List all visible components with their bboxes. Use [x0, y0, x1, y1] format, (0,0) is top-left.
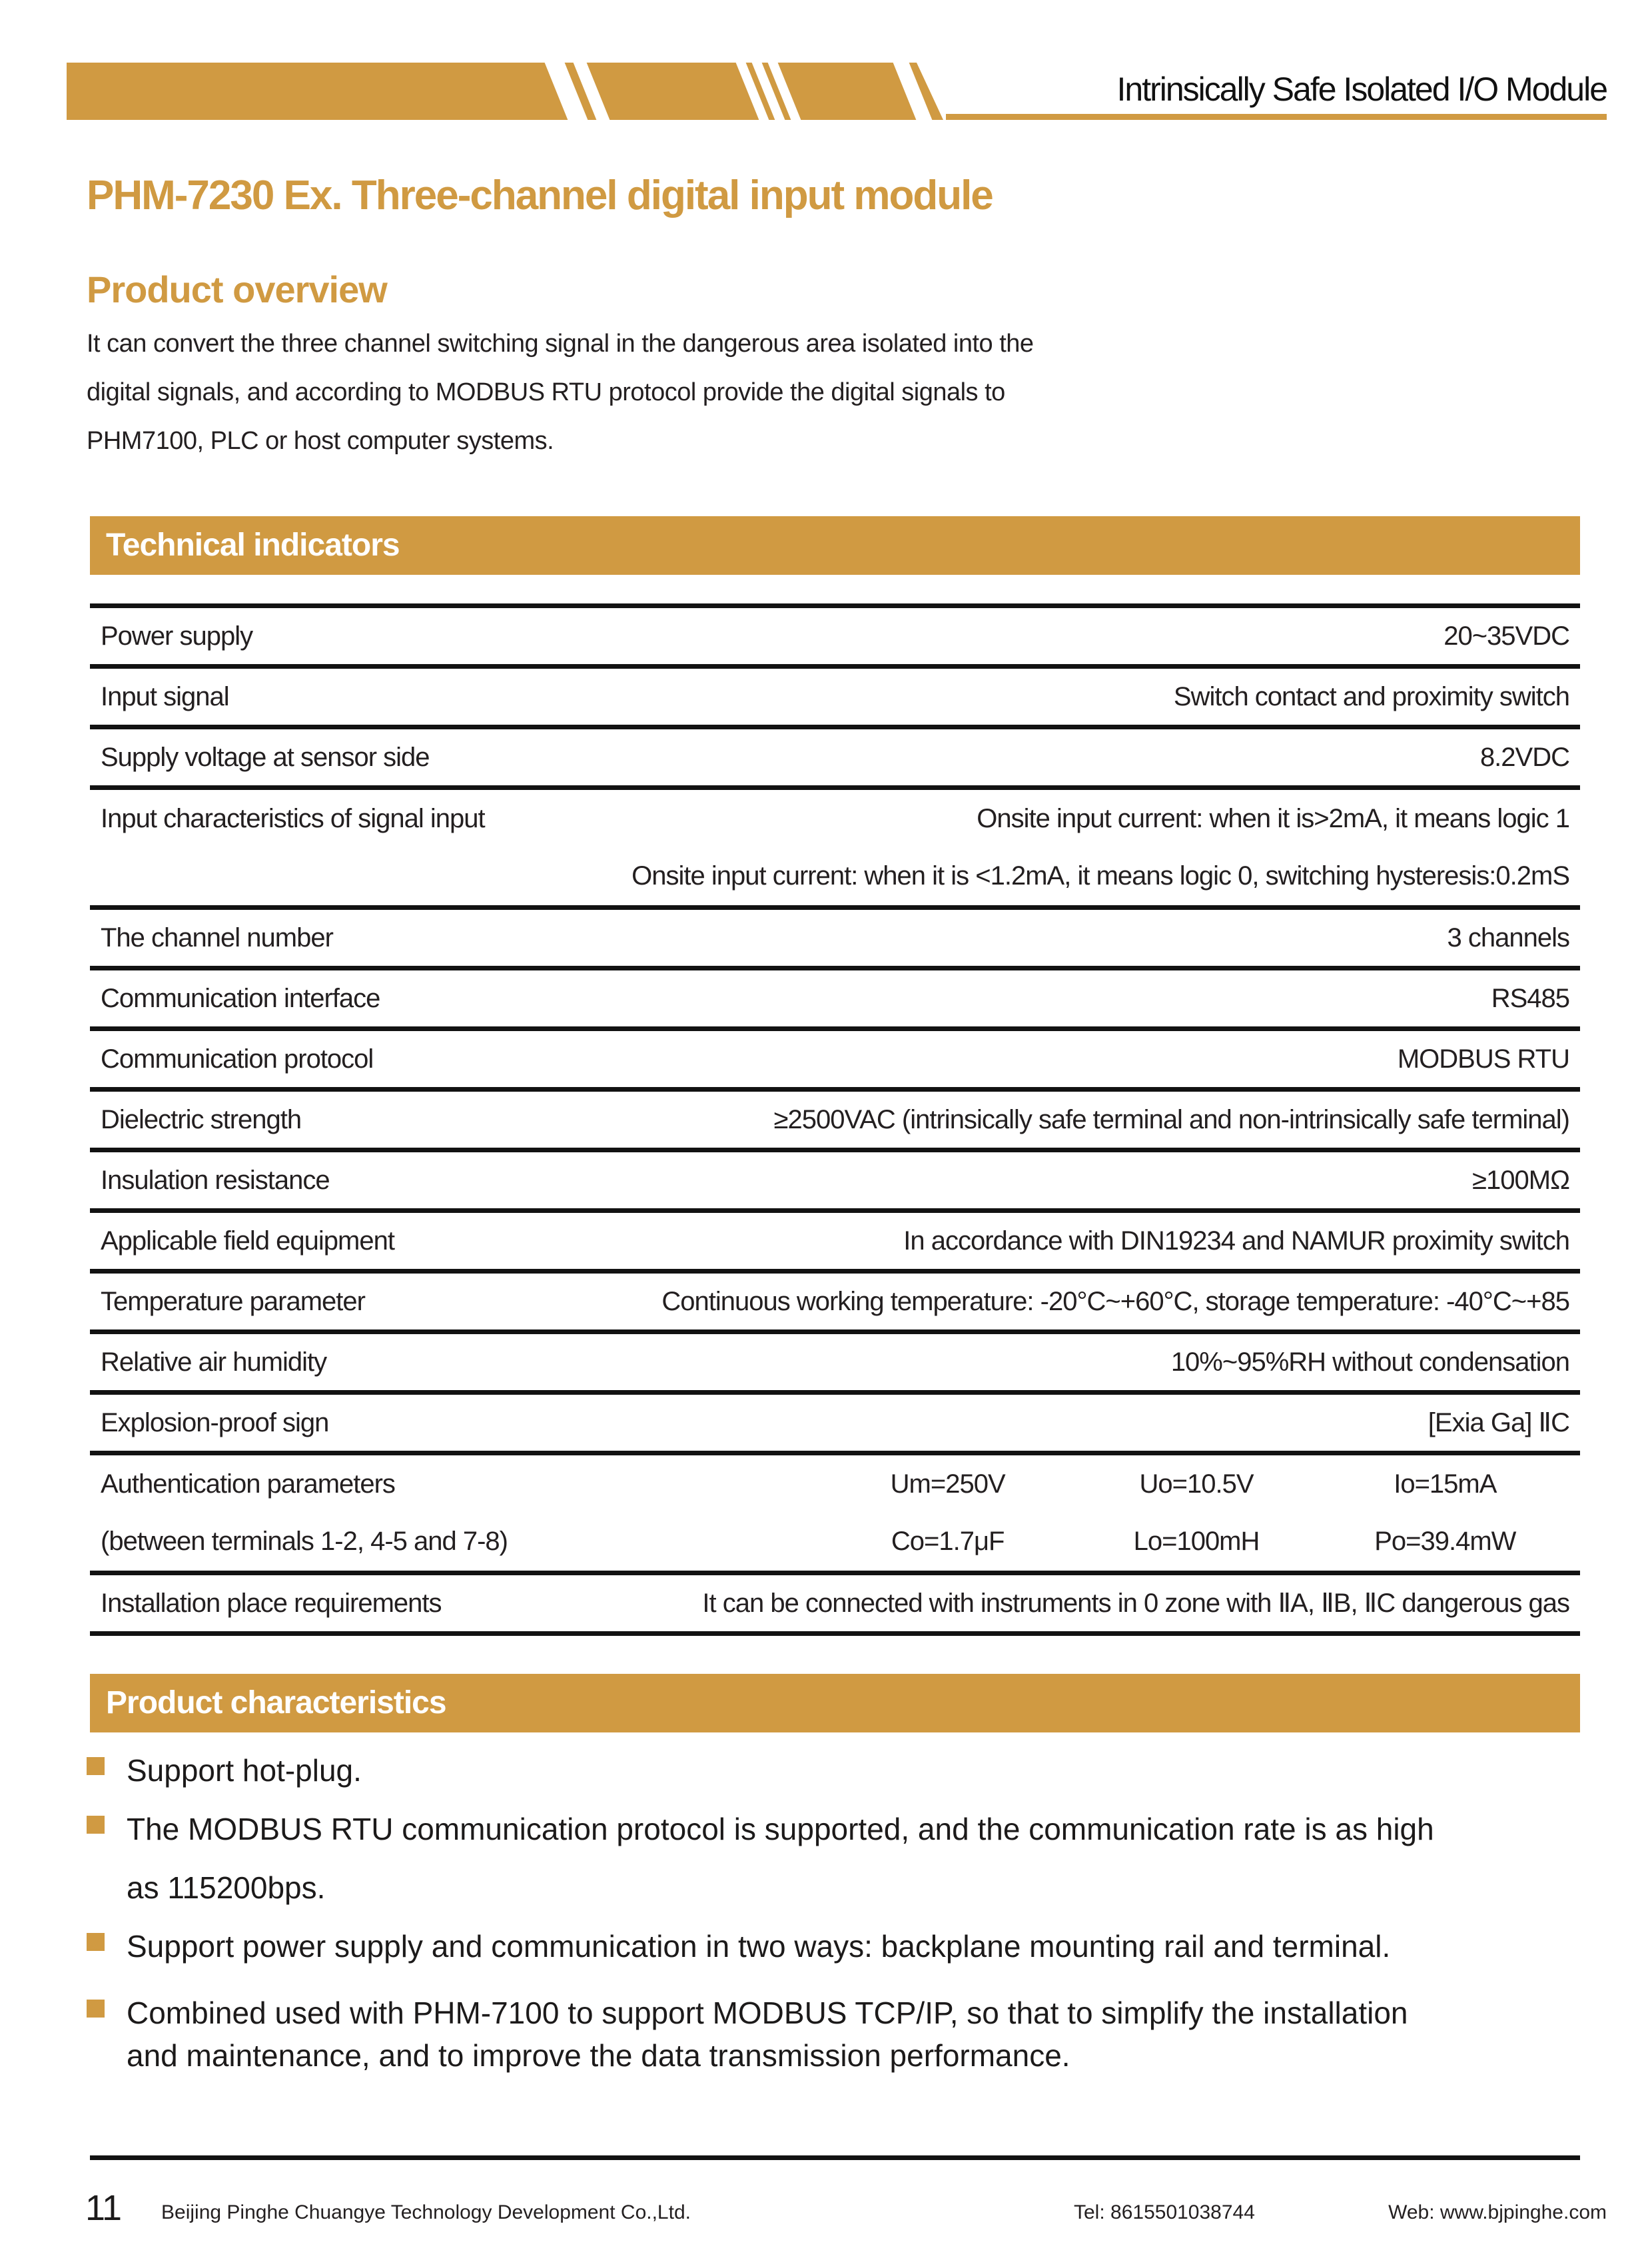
row-value: ≥100MΩ	[1472, 1165, 1569, 1195]
row-value: 20~35VDC	[1444, 621, 1569, 651]
table-row	[90, 664, 1580, 725]
bullet-text: Support hot-plug.	[127, 1753, 362, 1788]
row-value: In accordance with DIN19234 and NAMUR proximity switch	[903, 1226, 1569, 1256]
table-row	[90, 1087, 1580, 1148]
bullet-square-icon	[87, 2000, 105, 2018]
row-value: Um=250V	[890, 1469, 1005, 1499]
row-value: Lo=100mH	[1133, 1527, 1260, 1557]
row-label: Authentication parameters	[101, 1469, 395, 1499]
row-value: Onsite input current: when it is <1.2mA, it means logic 0, switching hysteresis:0.2mS	[631, 861, 1569, 891]
row-value: Co=1.7μF	[891, 1527, 1005, 1557]
footer-telephone: Tel: 8615501038744	[1074, 2201, 1255, 2223]
row-label: Input signal	[101, 681, 229, 711]
row-value: Switch contact and proximity switch	[1173, 681, 1569, 711]
bullet-square-icon	[87, 1757, 105, 1775]
table-row	[90, 1451, 1580, 1571]
row-label: Insulation resistance	[101, 1165, 330, 1195]
footer-website: Web: www.bjpinghe.com	[1388, 2201, 1607, 2223]
row-value: [Exia Ga] ⅡC	[1428, 1408, 1569, 1437]
table-row	[90, 966, 1580, 1026]
row-value: Onsite input current: when it is>2mA, it means logic 1	[977, 803, 1569, 833]
table-row	[90, 905, 1580, 966]
row-label: Input characteristics of signal input	[101, 803, 485, 833]
row-value: It can be connected with instruments in 0 zone with ⅡA, ⅡB, ⅡC dangerous gas	[702, 1589, 1569, 1618]
row-label: Dielectric strength	[101, 1104, 302, 1134]
technical-indicators-header: Technical indicators	[90, 516, 1580, 575]
row-label: Installation place requirements	[101, 1588, 442, 1618]
overview-line: digital signals, and according to MODBUS RTU protocol provide the digital signals to	[87, 378, 1005, 406]
footer-divider	[90, 2155, 1580, 2160]
bullet-text: as 115200bps.	[127, 1870, 326, 1905]
characteristics-list	[87, 1752, 1582, 2095]
table-row	[90, 1571, 1580, 1631]
table-row	[90, 603, 1580, 664]
header-banner-text: Intrinsically Safe Isolated I/O Module	[1116, 71, 1607, 108]
product-characteristics-header: Product characteristics	[90, 1674, 1580, 1732]
bullet-text: Support power supply and communication in two ways: backplane mounting rail and terminal.	[127, 1929, 1391, 1964]
bullet-square-icon	[87, 1933, 105, 1951]
row-label: Supply voltage at sensor side	[101, 742, 430, 772]
table-row	[90, 1208, 1580, 1269]
table-row	[90, 785, 1580, 905]
row-label: Relative air humidity	[101, 1347, 327, 1377]
row-label: Applicable field equipment	[101, 1226, 394, 1256]
page-number: 11	[85, 2188, 122, 2228]
table-row	[90, 725, 1580, 785]
row-value: MODBUS RTU	[1397, 1044, 1569, 1074]
bullet-text: The MODBUS RTU communication protocol is supported, and the communication rate is as high	[127, 1812, 1434, 1846]
overview-line: PHM7100, PLC or host computer systems.	[87, 427, 554, 455]
bullet-square-icon	[87, 1816, 105, 1834]
table-row	[90, 1269, 1580, 1329]
row-value: RS485	[1491, 983, 1569, 1013]
row-label: Communication interface	[101, 983, 380, 1013]
row-value: ≥2500VAC (intrinsically safe terminal and non-intrinsically safe terminal)	[773, 1104, 1569, 1134]
row-label: Temperature parameter	[101, 1286, 365, 1316]
row-value: Uo=10.5V	[1139, 1469, 1254, 1499]
row-value: Continuous working temperature: -20°C~+60°C, storage temperature: -40°C~+85	[661, 1286, 1569, 1316]
row-label: Explosion-proof sign	[101, 1407, 329, 1437]
technical-table	[90, 603, 1580, 1636]
list-item	[87, 1994, 1582, 2074]
row-value: Po=39.4mW	[1374, 1527, 1516, 1557]
table-row	[90, 1026, 1580, 1087]
band-stripe-icon	[889, 63, 936, 120]
list-item	[87, 1810, 1582, 1906]
table-row	[90, 1390, 1580, 1451]
page-title: PHM-7230 Ex. Three-channel digital input module	[87, 173, 993, 218]
row-value: 8.2VDC	[1479, 742, 1569, 772]
row-label: (between terminals 1-2, 4-5 and 7-8)	[101, 1527, 508, 1557]
row-value-columns	[823, 1469, 1569, 1499]
row-value: 3 channels	[1447, 923, 1569, 952]
row-value: Io=15mA	[1394, 1469, 1497, 1499]
list-item	[87, 1752, 1582, 1789]
table-row	[90, 1148, 1580, 1208]
bullet-text: Combined used with PHM-7100 to support MODBUS TCP/IP, so that to simplify the installation	[127, 1996, 1408, 2030]
overview-heading: Product overview	[87, 268, 387, 310]
header-gold-band	[67, 63, 943, 120]
row-label: Power supply	[101, 621, 253, 651]
row-value-columns	[823, 1527, 1569, 1557]
overview-paragraph	[87, 320, 1034, 466]
overview-line: It can convert the three channel switching signal in the dangerous area isolated into the	[87, 330, 1034, 358]
table-row	[90, 1329, 1580, 1390]
row-value: 10%~95%RH without condensation	[1170, 1347, 1569, 1377]
footer-company: Beijing Pinghe Chuangye Technology Development Co.,Ltd.	[161, 2201, 691, 2223]
row-label: The channel number	[101, 923, 333, 952]
row-label: Communication protocol	[101, 1044, 374, 1074]
bullet-text: and maintenance, and to improve the data transmission performance.	[127, 2038, 1070, 2073]
list-item	[87, 1928, 1582, 1965]
